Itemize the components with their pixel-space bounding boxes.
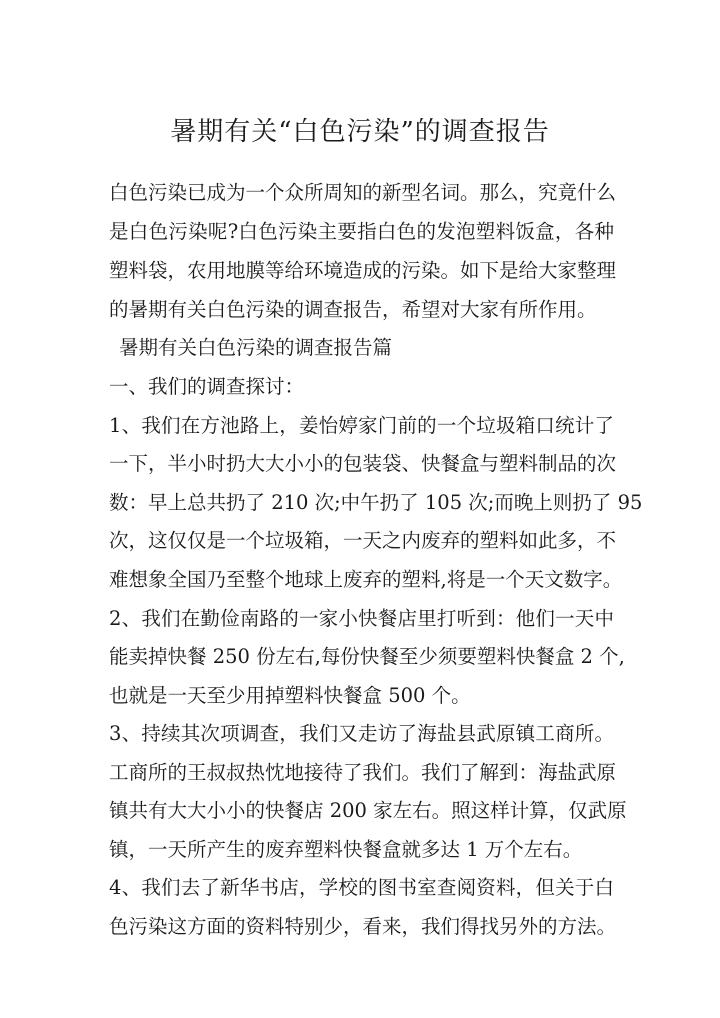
body-line: 一、我们的调查探讨： (109, 375, 305, 398)
body-line: 镇共有大大小小的快餐店 200 家左右。照这样计算，仅武原 (109, 799, 627, 822)
body-line: 2、我们在勤俭南路的一家小快餐店里打听到：他们一天中 (109, 607, 614, 630)
body-line: 白色污染已成为一个众所周知的新型名词。那么，究竟什么 (109, 181, 617, 204)
document-title: 暑期有关“白色污染”的调查报告 (170, 117, 550, 147)
body-line: 镇，一天所产生的废弃塑料快餐盒就多达 1 万个左右。 (109, 838, 583, 861)
body-line: 难想象全国乃至整个地球上废弃的塑料,将是一个天文数字。 (109, 568, 623, 591)
body-line: 数：早上总共扔了 210 次;中午扔了 105 次;而晚上则扔了 95 (109, 491, 643, 514)
body-line: 也就是一天至少用掉塑料快餐盒 500 个。 (109, 684, 471, 707)
body-line: 是白色污染呢?白色污染主要指白色的发泡塑料饭盒，各种 (109, 220, 614, 243)
body-line: 一下，半小时扔大大小小的包装袋、快餐盒与塑料制品的次 (109, 452, 617, 475)
body-line: 能卖掉快餐 250 份左右,每份快餐至少须要塑料快餐盒 2 个, (109, 645, 625, 668)
section-heading: 暑期有关白色污染的调查报告篇 (119, 336, 393, 359)
body-line: 4、我们去了新华书店，学校的图书室查阅资料，但关于白 (109, 876, 614, 899)
body-line: 次，这仅仅是一个垃圾箱，一天之内废弃的塑料如此多，不 (109, 529, 617, 552)
body-line: 的暑期有关白色污染的调查报告，希望对大家有所作用。 (109, 298, 597, 321)
body-line: 色污染这方面的资料特别少，看来，我们得找另外的方法。 (109, 915, 617, 938)
body-line: 工商所的王叔叔热忱地接待了我们。我们了解到：海盐武原 (109, 761, 617, 784)
body-line: 3、持续其次项调查，我们又走访了海盐县武原镇工商所。 (109, 722, 614, 745)
body-line: 塑料袋，农用地膜等给环境造成的污染。如下是给大家整理 (109, 259, 617, 282)
body-line: 1、我们在方池路上，姜怡婷家门前的一个垃圾箱口统计了 (109, 414, 614, 437)
